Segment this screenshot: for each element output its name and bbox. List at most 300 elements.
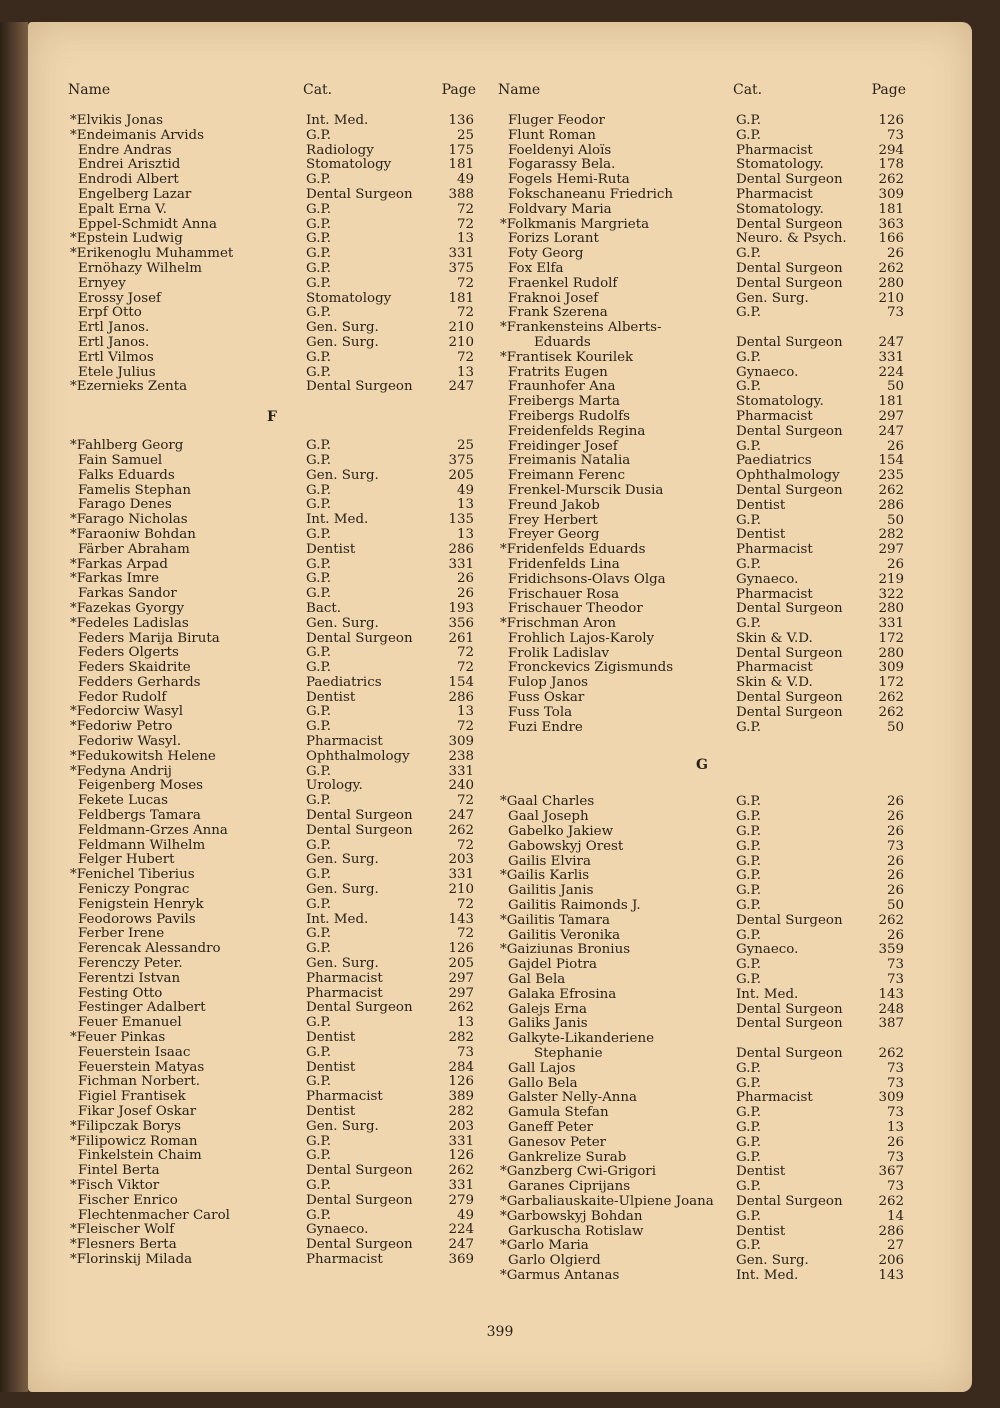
list-item — [68, 1120, 476, 1135]
entry-category: Dental Surgeon — [306, 808, 413, 824]
list-item — [68, 144, 476, 159]
list-item — [498, 144, 906, 159]
entry-category: G.P. — [306, 941, 332, 957]
list-item — [498, 691, 906, 706]
entry-category: Pharmacist — [736, 408, 813, 424]
entry-name: *Gailis Karlis — [500, 868, 590, 884]
entry-category: G.P. — [736, 972, 762, 988]
entry-page: 282 — [878, 527, 904, 543]
entry-page: 203 — [448, 852, 474, 868]
entry-name: Feigenberg Moses — [78, 778, 204, 794]
list-item — [68, 469, 476, 484]
list-item — [68, 1253, 476, 1268]
entry-name: Flechtenmacher Carol — [78, 1207, 230, 1223]
entry-name: *Filipczak Borys — [70, 1118, 182, 1134]
entry-name: Fridenfelds Lina — [508, 556, 620, 572]
entry-category: G.P. — [306, 349, 332, 365]
list-item — [498, 1077, 906, 1092]
entry-page: 166 — [878, 231, 904, 247]
entry-name: Fulop Janos — [508, 675, 588, 691]
list-item — [498, 825, 906, 840]
header-page: Page — [871, 82, 906, 98]
entry-name: Endrodi Albert — [78, 172, 179, 188]
entry-name: Frolik Ladislav — [508, 645, 610, 661]
entry-name: Ferentzi Istvan — [78, 970, 181, 986]
list-item — [498, 232, 906, 247]
list-item — [498, 336, 906, 351]
entry-name: Freimann Ferenc — [508, 468, 626, 484]
entry-category: Pharmacist — [736, 186, 813, 202]
entry-name: Feodorows Pavils — [78, 911, 196, 927]
list-item — [68, 661, 476, 676]
entry-name: Freund Jakob — [508, 497, 600, 513]
list-item — [68, 218, 476, 233]
entry-page: 73 — [456, 1044, 474, 1060]
entry-page: 247 — [878, 334, 904, 350]
entry-name: Farkas Sandor — [78, 586, 177, 602]
entry-name: *Fleischer Wolf — [70, 1222, 175, 1238]
list-item — [498, 247, 906, 262]
entry-page: 72 — [456, 926, 474, 942]
entry-page: 282 — [448, 1030, 474, 1046]
list-item — [68, 1001, 476, 1016]
entry-page: 135 — [448, 512, 474, 528]
entry-name: Gailis Elvira — [508, 853, 591, 869]
list-item — [498, 676, 906, 691]
entry-page: 238 — [448, 748, 474, 764]
list-item — [68, 232, 476, 247]
list-item — [498, 1003, 906, 1018]
entry-category: Dentist — [736, 1164, 786, 1180]
list-item — [498, 203, 906, 218]
list-item — [498, 440, 906, 455]
entry-page: 73 — [886, 957, 904, 973]
entry-page: 73 — [886, 127, 904, 143]
entry-name: Flunt Roman — [508, 127, 596, 143]
entry-category: Stomatology. — [736, 394, 824, 410]
entry-page: 13 — [456, 1015, 474, 1031]
list-item — [498, 988, 906, 1003]
entry-category: Stomatology — [306, 157, 392, 173]
entry-name: Farago Denes — [78, 497, 172, 513]
entry-name: Frey Herbert — [508, 512, 598, 528]
list-item — [498, 366, 906, 381]
entry-name: Festinger Adalbert — [78, 1000, 206, 1016]
list-item — [68, 853, 476, 868]
entry-category: Int. Med. — [736, 1267, 799, 1283]
entry-page: 25 — [456, 438, 474, 454]
list-item — [68, 366, 476, 381]
list-item — [498, 661, 906, 676]
entry-category: Gen. Surg. — [306, 334, 379, 350]
entry-category: Gynaeco. — [736, 571, 799, 587]
entry-page: 248 — [878, 1001, 904, 1017]
entry-page: 297 — [448, 970, 474, 986]
entry-name: Erpf Otto — [78, 305, 142, 321]
entry-category: Dental Surgeon — [306, 630, 413, 646]
entry-category: G.P. — [306, 793, 332, 809]
entry-name: Galaka Efrosina — [508, 986, 617, 1002]
entry-category: G.P. — [306, 172, 332, 188]
entry-category: G.P. — [306, 246, 332, 262]
entry-name: *Garbaliauskaite-Ulpiene Joana — [500, 1193, 714, 1209]
list-item — [68, 1149, 476, 1164]
entry-page: 389 — [448, 1089, 474, 1105]
list-item — [68, 1075, 476, 1090]
entry-page: 72 — [456, 719, 474, 735]
entry-name: *Fedeles Ladislas — [70, 615, 189, 631]
entry-name: *Farkas Imre — [70, 571, 160, 587]
list-item — [498, 602, 906, 617]
entry-page: 73 — [886, 1060, 904, 1076]
header-name: Name — [68, 82, 111, 98]
entry-name: Fain Samuel — [78, 452, 163, 468]
entry-page: 72 — [456, 275, 474, 291]
entry-category: G.P. — [736, 868, 762, 884]
entry-category: G.P. — [306, 571, 332, 587]
entry-category: Urology. — [306, 778, 363, 794]
entry-page: 356 — [448, 615, 474, 631]
right-column — [498, 82, 906, 1284]
list-item — [68, 439, 476, 454]
book-spine-edge — [0, 22, 28, 1392]
entry-name: Frischauer Rosa — [508, 586, 620, 602]
entry-name: Freibergs Rudolfs — [508, 408, 630, 424]
entry-name: Frank Szerena — [508, 305, 608, 321]
entry-name: Fokschaneanu Friedrich — [508, 186, 674, 202]
list-item — [68, 646, 476, 661]
entry-page: 322 — [878, 586, 904, 602]
list-item — [68, 1031, 476, 1046]
entry-category: Int. Med. — [736, 986, 799, 1002]
entry-page: 205 — [448, 956, 474, 972]
list-item — [68, 306, 476, 321]
list-item — [68, 543, 476, 558]
entry-page: 359 — [878, 942, 904, 958]
entry-page: 172 — [878, 630, 904, 646]
list-item — [68, 750, 476, 765]
entry-category: Int. Med. — [306, 512, 369, 528]
entry-page: 262 — [878, 482, 904, 498]
list-item — [68, 1046, 476, 1061]
entry-name: Freidenfelds Regina — [508, 423, 646, 439]
list-item — [68, 942, 476, 957]
entry-name: *Filipowicz Roman — [70, 1133, 198, 1149]
entry-page: 331 — [448, 246, 474, 262]
entry-category: Gen. Surg. — [306, 882, 379, 898]
entry-category: Dental Surgeon — [736, 1046, 843, 1062]
entry-category: G.P. — [306, 305, 332, 321]
entry-category: Gen. Surg. — [306, 467, 379, 483]
entry-category: G.P. — [306, 1207, 332, 1223]
entry-name: Feuerstein Matyas — [78, 1059, 205, 1075]
entry-name: Gailitis Veronika — [508, 927, 621, 943]
entry-name: Garkuscha Rotislaw — [508, 1223, 644, 1239]
entry-name: *Garlo Maria — [500, 1238, 589, 1254]
entry-page: 126 — [878, 113, 904, 128]
entry-name: Fogels Hemi-Ruta — [508, 172, 630, 188]
entry-name: Feldmann-Grzes Anna — [78, 822, 228, 838]
entry-page: 262 — [448, 1000, 474, 1016]
list-item — [498, 973, 906, 988]
entry-page: 175 — [448, 142, 474, 158]
entry-name: Feders Skaidrite — [78, 660, 191, 676]
entry-category: Dental Surgeon — [736, 423, 843, 439]
list-item — [498, 292, 906, 307]
entry-name: Fuss Tola — [508, 704, 573, 720]
entry-page: 26 — [886, 824, 904, 840]
list-item — [68, 868, 476, 883]
entry-page: 26 — [886, 853, 904, 869]
entry-page: 26 — [886, 1134, 904, 1150]
entry-category: Dentist — [736, 497, 786, 513]
list-item — [68, 972, 476, 987]
entry-page: 72 — [456, 216, 474, 232]
entry-category: Skin & V.D. — [736, 630, 813, 646]
list-item — [498, 514, 906, 529]
entry-name: Feldbergs Tamara — [78, 808, 201, 824]
list-item — [498, 573, 906, 588]
list-item — [498, 840, 906, 855]
list-item — [68, 380, 476, 395]
entry-page: 154 — [878, 453, 904, 469]
entry-name: *Flesners Berta — [70, 1237, 177, 1253]
entry-page: 72 — [456, 896, 474, 912]
entry-category: G.P. — [736, 898, 762, 914]
list-item — [498, 810, 906, 825]
list-item — [498, 528, 906, 543]
entry-name: Gabelko Jakiew — [508, 824, 614, 840]
list-item — [498, 869, 906, 884]
entry-page: 280 — [878, 601, 904, 617]
list-item — [498, 321, 906, 336]
list-item — [68, 1238, 476, 1253]
entry-category: G.P. — [736, 438, 762, 454]
entry-name: Ertl Janos. — [78, 320, 150, 336]
list-item — [498, 588, 906, 603]
entry-category: Pharmacist — [736, 586, 813, 602]
entry-category: Skin & V.D. — [736, 675, 813, 691]
header-page: Page — [441, 82, 476, 98]
entry-category: G.P. — [736, 616, 762, 632]
entry-page: 369 — [448, 1251, 474, 1267]
entry-name: *Fedoriw Petro — [70, 719, 173, 735]
list-item — [68, 513, 476, 528]
entry-page: 49 — [456, 172, 474, 188]
list-item — [68, 824, 476, 839]
entry-category: Gen. Surg. — [306, 320, 379, 336]
entry-name: Foldvary Maria — [508, 201, 612, 217]
entry-category: G.P. — [306, 201, 332, 217]
entry-category: G.P. — [736, 824, 762, 840]
entry-page: 280 — [878, 645, 904, 661]
entry-page: 13 — [886, 1120, 904, 1135]
entry-category: Gynaeco. — [736, 942, 799, 958]
list-item — [498, 1091, 906, 1106]
entry-category: G.P. — [736, 379, 762, 395]
entry-name: *Epstein Ludwig — [70, 231, 183, 247]
entry-name: Fichman Norbert. — [78, 1074, 200, 1090]
entry-category: G.P. — [306, 1015, 332, 1031]
entry-page: 73 — [886, 1075, 904, 1091]
entry-category: G.P. — [306, 837, 332, 853]
entry-page: 210 — [448, 320, 474, 336]
entry-page: 262 — [878, 1046, 904, 1062]
entry-name: Fintel Berta — [78, 1163, 160, 1179]
entry-name: Fuss Oskar — [508, 690, 585, 706]
entry-name: Gailitis Janis — [508, 883, 594, 899]
entry-page: 178 — [878, 157, 904, 173]
entry-category: G.P. — [736, 1120, 762, 1135]
entry-name: Ernöhazy Wilhelm — [78, 260, 202, 276]
entry-page: 73 — [886, 972, 904, 988]
entry-category: G.P. — [736, 719, 762, 735]
entry-category: Dental Surgeon — [306, 1237, 413, 1253]
entry-page: 262 — [448, 822, 474, 838]
entry-name: Ertl Janos. — [78, 334, 150, 350]
entry-category: G.P. — [306, 497, 332, 513]
entry-name: Gankrelize Surab — [508, 1149, 627, 1165]
list-item — [68, 247, 476, 262]
entry-name: Fraunhofer Ana — [508, 379, 616, 395]
entry-category: Dental Surgeon — [736, 482, 843, 498]
entry-name: Endrei Arisztid — [78, 157, 181, 173]
entry-page: 331 — [448, 763, 474, 779]
entry-name: Feders Marija Biruta — [78, 630, 220, 646]
entry-category: Pharmacist — [306, 1089, 383, 1105]
entry-category: Dentist — [306, 1030, 356, 1046]
entry-category: Dentist — [736, 527, 786, 543]
entry-category: G.P. — [736, 512, 762, 528]
list-item — [68, 898, 476, 913]
entry-name: Galkyte-Likanderiene — [508, 1031, 655, 1047]
entry-name: *Fedyna Andrij — [70, 763, 172, 779]
list-item — [498, 1195, 906, 1210]
entry-name: Endre Andras — [78, 142, 172, 158]
entry-page: 219 — [878, 571, 904, 587]
entry-name: Gamula Stefan — [508, 1105, 609, 1121]
entry-name: Ganesov Peter — [508, 1134, 607, 1150]
list-item — [68, 351, 476, 366]
entry-name: Festing Otto — [78, 985, 163, 1001]
entry-name: Eppel-Schmidt Anna — [78, 216, 218, 232]
entry-name: Freidinger Josef — [508, 438, 618, 454]
entry-category: Gen. Surg. — [306, 1118, 379, 1134]
entry-name: *Frischman Aron — [500, 616, 616, 632]
entry-name: Eduards — [534, 334, 591, 350]
entry-name: Freibergs Marta — [508, 394, 620, 410]
list-item — [498, 129, 906, 144]
list-item — [68, 277, 476, 292]
entry-page: 13 — [456, 231, 474, 247]
entry-category: Dental Surgeon — [736, 1016, 843, 1032]
entry-page: 143 — [878, 986, 904, 1002]
list-item — [498, 218, 906, 233]
list-item — [498, 1047, 906, 1062]
entry-category: Dental Surgeon — [736, 275, 843, 291]
list-item — [498, 114, 906, 129]
entry-name: Ferenczy Peter. — [78, 956, 183, 972]
entry-page: 181 — [878, 201, 904, 217]
entry-category: G.P. — [736, 349, 762, 365]
list-item — [68, 1194, 476, 1209]
entry-name: *Farkas Arpad — [70, 556, 168, 572]
left-column-header — [68, 82, 476, 114]
entry-name: *Endeimanis Arvids — [70, 127, 204, 143]
list-item — [498, 469, 906, 484]
entry-category: Pharmacist — [306, 734, 383, 750]
list-item — [68, 158, 476, 173]
entry-category: G.P. — [306, 1177, 332, 1193]
entry-category: Gynaeco. — [306, 1222, 369, 1238]
entry-page: 388 — [448, 186, 474, 202]
entry-name: Fedor Rudolf — [78, 689, 167, 705]
list-item — [68, 957, 476, 972]
list-item — [68, 617, 476, 632]
entry-category: G.P. — [306, 526, 332, 542]
entry-name: Erossy Josef — [78, 290, 161, 306]
entry-category: Int. Med. — [306, 113, 369, 128]
entry-category: Dental Surgeon — [306, 1163, 413, 1179]
entry-name: *Garmus Antanas — [500, 1267, 620, 1283]
list-item — [498, 1017, 906, 1032]
entry-name: Ganeff Peter — [508, 1120, 594, 1135]
entry-category: G.P. — [736, 1075, 762, 1091]
entry-page: 210 — [878, 290, 904, 306]
entry-page: 262 — [878, 260, 904, 276]
entry-page: 309 — [448, 734, 474, 750]
list-item — [68, 720, 476, 735]
entry-category: Dental Surgeon — [306, 1000, 413, 1016]
entry-name: Fox Elfa — [508, 260, 564, 276]
list-item — [68, 203, 476, 218]
entry-name: Freimanis Natalia — [508, 453, 631, 469]
entry-category: G.P. — [736, 1149, 762, 1165]
entry-category: Int. Med. — [306, 911, 369, 927]
entry-category: Pharmacist — [736, 542, 813, 558]
entry-category: Dentist — [306, 541, 356, 557]
entry-page: 25 — [456, 127, 474, 143]
entry-category: G.P. — [306, 1044, 332, 1060]
entry-page: 181 — [448, 290, 474, 306]
list-item — [498, 1106, 906, 1121]
list-item — [498, 1121, 906, 1136]
list-item — [68, 1061, 476, 1076]
entry-category: G.P. — [306, 1074, 332, 1090]
entry-category: Dental Surgeon — [306, 186, 413, 202]
entry-page: 126 — [448, 941, 474, 957]
entry-page: 375 — [448, 452, 474, 468]
entry-page: 247 — [448, 808, 474, 824]
entry-name: Galejs Erna — [508, 1001, 587, 1017]
entry-name: Gallo Bela — [508, 1075, 578, 1091]
entry-name: Freyer Georg — [508, 527, 600, 543]
list-item — [68, 735, 476, 750]
entry-page: 210 — [448, 882, 474, 898]
entry-name: Felger Hubert — [78, 852, 175, 868]
entry-category: Pharmacist — [736, 142, 813, 158]
entry-category: Dental Surgeon — [736, 645, 843, 661]
entry-category: Gen. Surg. — [736, 1253, 809, 1269]
entry-category: G.P. — [306, 1148, 332, 1164]
list-item — [498, 395, 906, 410]
list-item — [498, 351, 906, 366]
list-item — [68, 188, 476, 203]
entry-category: Gynaeco. — [736, 364, 799, 380]
list-item — [498, 706, 906, 721]
entry-category: G.P. — [306, 719, 332, 735]
entry-page: 181 — [878, 394, 904, 410]
